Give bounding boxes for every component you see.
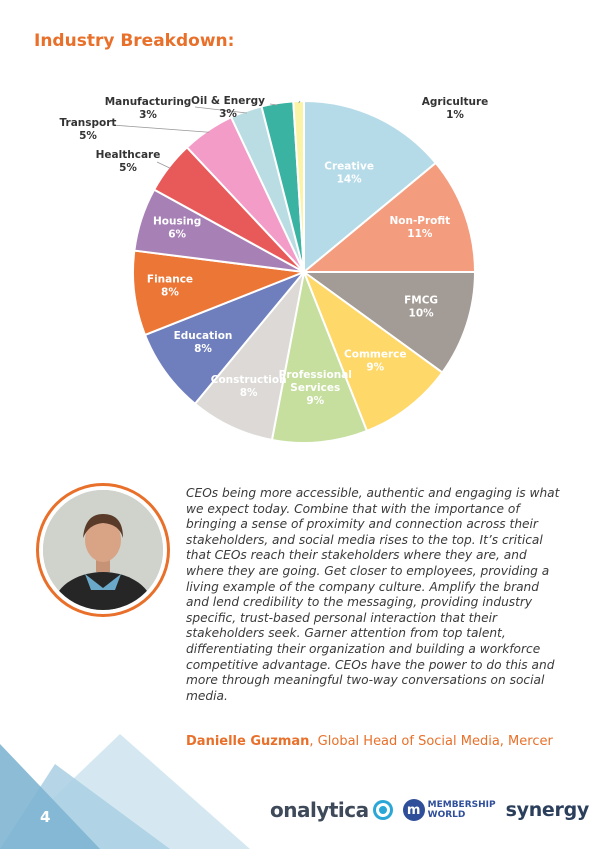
page-number: 4	[40, 808, 51, 826]
pie-label-education: Education 8%	[173, 329, 233, 355]
membership-world-line2: WORLD	[427, 810, 466, 820]
pie-label-non-profit: Non-Profit 11%	[389, 214, 451, 240]
pie-label-transport: Transport 5%	[59, 117, 117, 142]
author-name: Danielle Guzman	[186, 734, 310, 749]
pie-label-creative: Creative 14%	[324, 160, 374, 186]
pie-label-agriculture: Agriculture 1%	[421, 96, 489, 121]
onalytica-logo	[270, 798, 393, 822]
section-title: Industry Breakdown:	[34, 31, 235, 51]
author-portrait	[43, 490, 163, 610]
pie-label-healthcare: Healthcare 5%	[95, 149, 161, 174]
pie-label-fmcg: FMCG 10%	[404, 294, 439, 320]
pie-label-finance: Finance 8%	[146, 273, 194, 299]
membership-world-badge-icon: m	[403, 799, 425, 821]
quote-text: CEOs being more accessible, authentic and engaging is what we expect today. Combine that with the importance of bringing a sense of proximity and connection across their stakeholders, and social media rises to the top. It’s critical that CEOs reach their stakeholders where they are, and where they are going. Get closer to employees, providing a living example of the company culture. Amplify the brand and lend credibility to the messaging, providing industry specific, trust-based personal interaction that their stakeholders seek. Garner attention from top talent, differentiating their organization and building a workforce competitive advantage. CEOs have the power to do this and more through meaningful two-way conversations on social media.	[186, 486, 560, 703]
pie-label-housing: Housing 6%	[152, 215, 202, 241]
author-portrait-frame	[36, 483, 170, 617]
footer-logos	[270, 798, 589, 822]
quote-attribution	[186, 734, 553, 749]
membership-world-line1: MEMBERSHIP	[427, 800, 496, 810]
pie-label-construction: Construction 8%	[210, 374, 287, 400]
pie-label-professional-services: Professional Services 9%	[278, 369, 352, 408]
leader-line-transport	[112, 125, 209, 132]
pie-label-manufacturing: Manufacturing 3%	[104, 96, 192, 121]
onalytica-logo-text: onalytica	[270, 798, 369, 822]
leader-line-healthcare	[157, 162, 170, 168]
pie-label-commerce: Commerce 9%	[344, 348, 407, 374]
author-role: , Global Head of Social Media, Mercer	[309, 734, 553, 749]
pie-label-oil-and-energy: Oil & Energy 3%	[191, 95, 265, 120]
membership-world-logo	[403, 799, 496, 821]
synergy-logo: synergy	[505, 799, 589, 821]
onalytica-logo-icon	[373, 800, 393, 820]
